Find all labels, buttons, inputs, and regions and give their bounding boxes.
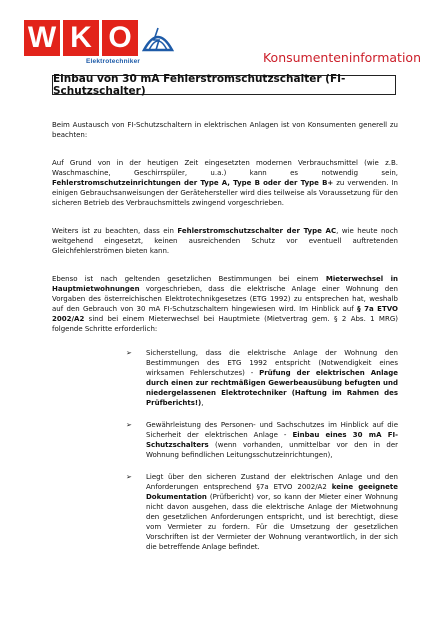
list-item: ➢ Liegt über den sicheren Zustand der elektrischen Anlage und den Anforderungen entsprechend §7a ETVO 2002/A2 keine geeignete Dokumentation (Prüfbericht) vor, so kann der Mieter einer Wohnung nicht davon ausgehen, dass die elektrische Anlage der Mietwohnung den gesetzlichen Anforderungen entspricht, und ist berechtigt, diese vom Vermieter zu fordern. Für die Umsetzung der gesetzlichen Vorschriften ist der Vermieter der Wohnung verantwortlich, in der sich die betreffende Anlage befindet. bbox=[126, 473, 398, 551]
logo-subtitle: Elektrotechniker bbox=[86, 58, 141, 65]
paragraph-tenant-change: Ebenso ist nach geltenden gesetzlichen Bestimmungen bei einem Mieterwechsel in Hauptmietwohnungen vorgeschrieben, dass die elektrische Anlage einer Wohnung den Vorgaben des österreichischen Elektrotechnikgesetzes (ETG 1992) zu entsprechen hat, weshalb auf den Gebrauch von 30 mA FI-Schutzschaltern hingewiesen wird. Im Hinblick auf § 7a ETVO 2002/A2 sind bei einem Mieterwechsel bei Hauptmiete (Mietvertrag gem. § 2 Abs. 1 MRG) folgende Schritte erforderlich: bbox=[52, 275, 399, 333]
document-kicker: Konsumenteninformation bbox=[262, 50, 421, 65]
document-title: Einbau von 30 mA Fehlerstromschutzschalter (FI-Schutzschalter) bbox=[52, 75, 396, 95]
paragraph-type-ac: Weiters ist zu beachten, dass ein Fehlerstromschutzschalter der Type AC, wie heute noch weitgehend eingesetzt, keinen ausreichenden Schutz vor eventuell auftretenden Gleichfehlerströmen bieten kann. bbox=[52, 227, 398, 255]
arrow-bullet-icon: ➢ bbox=[126, 473, 132, 481]
list-item: ➢ Sicherstellung, dass die elektrische Anlage der Wohnung den Bestimmungen des ETG 1992 entspricht (Notwendigkeit eines wirksamen Fehlerschutzes) - Prüfung der elektrischen Anlage durch einen zur rechtmäßigen Gewerbeausübung befugten und niedergelassenen Elektrotechniker (Haftung im Rahmen des Prüfberichts!), bbox=[126, 349, 398, 407]
wko-logo bbox=[24, 20, 174, 68]
logo-letter-o: O bbox=[102, 20, 138, 56]
logo-letter-k: K bbox=[63, 20, 99, 56]
required-steps-list bbox=[52, 348, 398, 552]
list-item: ➢ Gewährleistung des Personen- und Sachschutzes im Hinblick auf die Sicherheit der elektrischen Anlage - Einbau eines 30 mA FI-Schutzschalters (wenn vorhanden, unmittelbar vor den in der Wohnung befindlichen Leitungsschutzeinrichtungen), bbox=[126, 421, 398, 459]
paragraph-intro: Beim Austausch von FI-Schutzschaltern in elektrischen Anlagen ist von Konsumenten generell zu beachten: bbox=[52, 121, 398, 139]
arrow-bullet-icon: ➢ bbox=[126, 349, 132, 357]
logo-letter-w: W bbox=[24, 20, 60, 56]
arrow-bullet-icon: ➢ bbox=[126, 421, 132, 429]
electrician-emblem-icon bbox=[141, 20, 175, 56]
paragraph-consumer-devices: Auf Grund von in der heutigen Zeit eingesetzten modernen Verbrauchsmittel (wie z.B. Waschmaschine, Geschirrspüler, u.a.) kann es notwendig sein, Fehlerstromschutzeinrichtungen der Type A, Type B oder der Type B+ zu verwenden. In einigen Gebrauchsanweisungen der Gerätehersteller wird dies teilweise als Voraussetzung für den sicheren Betrieb des Verbrauchsmittels zwingend vorgeschrieben. bbox=[52, 159, 398, 207]
document-body bbox=[52, 120, 398, 564]
